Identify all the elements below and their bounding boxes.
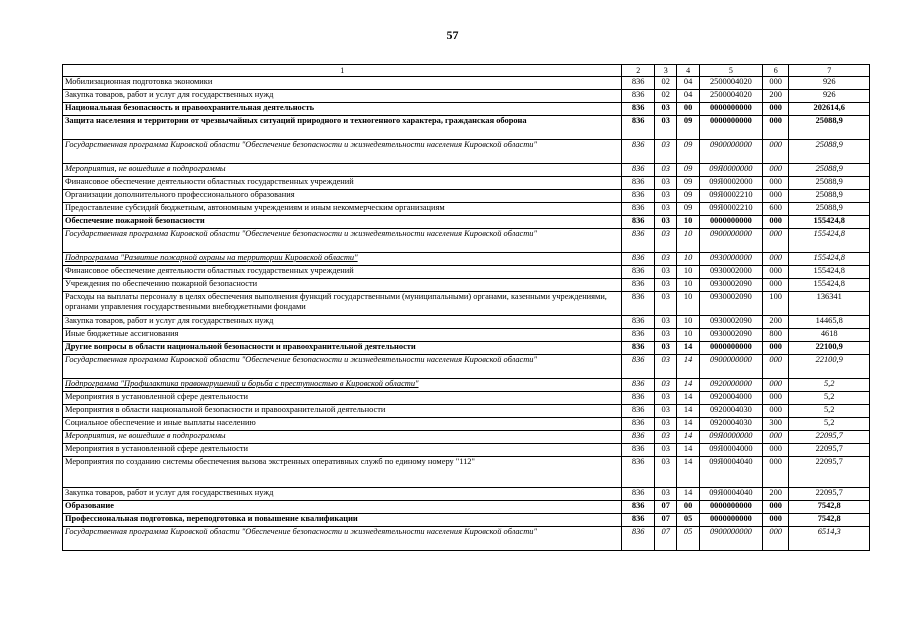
ved-code-cell: 836 (622, 279, 655, 292)
table-row (63, 77, 870, 90)
ved-code-cell: 836 (622, 177, 655, 190)
amount-cell: 4618 (789, 329, 870, 342)
amount-cell: 14465,8 (789, 316, 870, 329)
section-cell: 03 (654, 405, 676, 418)
table-row (63, 316, 870, 329)
ved-code-cell: 836 (622, 457, 655, 488)
subsection-cell: 14 (677, 488, 699, 501)
subsection-cell: 14 (677, 405, 699, 418)
target-article-cell: 09Я0002210 (699, 190, 762, 203)
amount-cell: 22095,7 (789, 457, 870, 488)
row-name-cell: Финансовое обеспечение деятельности областных государственных учреждений (63, 266, 622, 279)
subsection-cell: 14 (677, 355, 699, 379)
table-row (63, 164, 870, 177)
row-name-cell: Предоставление субсидий бюджетным, автономным учреждениям и иным некоммерческим организациям (63, 203, 622, 216)
target-article-cell: 09Я0002210 (699, 203, 762, 216)
amount-cell: 25088,9 (789, 116, 870, 140)
section-cell: 02 (654, 90, 676, 103)
table-row (63, 292, 870, 316)
expense-type-cell: 000 (762, 229, 788, 253)
section-cell: 07 (654, 514, 676, 527)
expense-type-cell: 000 (762, 457, 788, 488)
amount-cell: 25088,9 (789, 140, 870, 164)
expense-type-cell: 000 (762, 514, 788, 527)
amount-cell: 155424,8 (789, 216, 870, 229)
target-article-cell: 0000000000 (699, 501, 762, 514)
section-cell: 03 (654, 266, 676, 279)
row-name-cell: Образование (63, 501, 622, 514)
section-cell: 03 (654, 177, 676, 190)
subsection-cell: 09 (677, 190, 699, 203)
section-cell: 03 (654, 229, 676, 253)
table-row (63, 216, 870, 229)
ved-code-cell: 836 (622, 444, 655, 457)
target-article-cell: 2500004020 (699, 90, 762, 103)
expense-type-cell: 000 (762, 190, 788, 203)
ved-code-cell: 836 (622, 488, 655, 501)
expense-type-cell: 000 (762, 379, 788, 392)
row-name-cell: Мероприятия, не вошедшие в подпрограммы (63, 164, 622, 177)
amount-cell: 5,2 (789, 418, 870, 431)
section-cell: 03 (654, 342, 676, 355)
row-name-cell: Государственная программа Кировской области "Обеспечение безопасности и жизнедеятельности населения Кировской области" (63, 229, 622, 253)
subsection-cell: 14 (677, 444, 699, 457)
row-name-cell: Мероприятия в установленной сфере деятельности (63, 444, 622, 457)
subsection-cell: 14 (677, 418, 699, 431)
expense-type-cell: 200 (762, 488, 788, 501)
target-article-cell: 0920004000 (699, 392, 762, 405)
row-name-cell: Мероприятия по созданию системы обеспечения вызова экстренных оперативных служб по единому номеру "112" (63, 457, 622, 488)
subsection-cell: 14 (677, 392, 699, 405)
target-article-cell: 0000000000 (699, 342, 762, 355)
table-row (63, 392, 870, 405)
ved-code-cell: 836 (622, 103, 655, 116)
subsection-cell: 10 (677, 329, 699, 342)
table-row (63, 190, 870, 203)
target-article-cell: 09Я0004040 (699, 488, 762, 501)
section-cell: 03 (654, 253, 676, 266)
section-cell: 03 (654, 164, 676, 177)
expense-type-cell: 000 (762, 355, 788, 379)
subsection-cell: 10 (677, 279, 699, 292)
target-article-cell: 09Я0004040 (699, 457, 762, 488)
ved-code-cell: 836 (622, 266, 655, 279)
ved-code-cell: 836 (622, 329, 655, 342)
ved-code-cell: 836 (622, 527, 655, 551)
budget-table (62, 64, 870, 551)
table-row (63, 405, 870, 418)
table-row (63, 342, 870, 355)
subsection-cell: 05 (677, 527, 699, 551)
subsection-cell: 10 (677, 253, 699, 266)
row-name-cell: Мероприятия в области национальной безопасности и правоохранительной деятельности (63, 405, 622, 418)
ved-code-cell: 836 (622, 229, 655, 253)
target-article-cell: 0930000000 (699, 253, 762, 266)
ved-code-cell: 836 (622, 203, 655, 216)
subsection-cell: 10 (677, 292, 699, 316)
header-cell: 3 (654, 65, 676, 77)
row-name-cell: Мобилизационная подготовка экономики (63, 77, 622, 90)
ved-code-cell: 836 (622, 392, 655, 405)
ved-code-cell: 836 (622, 216, 655, 229)
amount-cell: 22095,7 (789, 488, 870, 501)
amount-cell: 25088,9 (789, 164, 870, 177)
table-row (63, 527, 870, 551)
target-article-cell: 0920004030 (699, 405, 762, 418)
amount-cell: 22100,9 (789, 355, 870, 379)
target-article-cell: 0920000000 (699, 379, 762, 392)
amount-cell: 926 (789, 77, 870, 90)
ved-code-cell: 836 (622, 292, 655, 316)
subsection-cell: 14 (677, 457, 699, 488)
amount-cell: 155424,8 (789, 253, 870, 266)
section-cell: 03 (654, 316, 676, 329)
subsection-cell: 10 (677, 229, 699, 253)
table-row (63, 177, 870, 190)
amount-cell: 136341 (789, 292, 870, 316)
expense-type-cell: 000 (762, 216, 788, 229)
expense-type-cell: 000 (762, 501, 788, 514)
ved-code-cell: 836 (622, 190, 655, 203)
subsection-cell: 09 (677, 203, 699, 216)
section-cell: 03 (654, 488, 676, 501)
subsection-cell: 10 (677, 266, 699, 279)
row-name-cell: Мероприятия в установленной сфере деятельности (63, 392, 622, 405)
target-article-cell: 0930002090 (699, 329, 762, 342)
amount-cell: 22095,7 (789, 431, 870, 444)
table-row (63, 103, 870, 116)
ved-code-cell: 836 (622, 342, 655, 355)
ved-code-cell: 836 (622, 90, 655, 103)
target-article-cell: 2500004020 (699, 77, 762, 90)
amount-cell: 5,2 (789, 379, 870, 392)
table-row (63, 266, 870, 279)
row-name-cell: Финансовое обеспечение деятельности областных государственных учреждений (63, 177, 622, 190)
row-name-cell: Государственная программа Кировской области "Обеспечение безопасности и жизнедеятельности населения Кировской области" (63, 140, 622, 164)
amount-cell: 155424,8 (789, 279, 870, 292)
table-row (63, 355, 870, 379)
row-name-cell: Другие вопросы в области национальной безопасности и правоохранительной деятельности (63, 342, 622, 355)
target-article-cell: 0000000000 (699, 116, 762, 140)
subsection-cell: 05 (677, 514, 699, 527)
table-row (63, 514, 870, 527)
expense-type-cell: 200 (762, 90, 788, 103)
header-cell: 4 (677, 65, 699, 77)
target-article-cell: 09Я0002000 (699, 177, 762, 190)
subsection-cell: 04 (677, 90, 699, 103)
expense-type-cell: 000 (762, 103, 788, 116)
target-article-cell: 0900000000 (699, 229, 762, 253)
expense-type-cell: 100 (762, 292, 788, 316)
target-article-cell: 0900000000 (699, 527, 762, 551)
header-cell: 2 (622, 65, 655, 77)
table-row (63, 329, 870, 342)
ved-code-cell: 836 (622, 140, 655, 164)
target-article-cell: 0900000000 (699, 355, 762, 379)
row-name-cell: Подпрограмма "Развитие пожарной охраны на территории Кировской области" (63, 253, 622, 266)
row-name-cell: Организации дополнительного профессионального образования (63, 190, 622, 203)
target-article-cell: 0000000000 (699, 103, 762, 116)
section-cell: 03 (654, 279, 676, 292)
expense-type-cell: 000 (762, 116, 788, 140)
section-cell: 07 (654, 501, 676, 514)
section-cell: 03 (654, 431, 676, 444)
expense-type-cell: 000 (762, 444, 788, 457)
section-cell: 03 (654, 116, 676, 140)
subsection-cell: 09 (677, 164, 699, 177)
expense-type-cell: 000 (762, 392, 788, 405)
amount-cell: 155424,8 (789, 266, 870, 279)
target-article-cell: 0930002000 (699, 266, 762, 279)
row-name-cell: Мероприятия, не вошедшие в подпрограммы (63, 431, 622, 444)
target-article-cell: 0930002090 (699, 316, 762, 329)
ved-code-cell: 836 (622, 316, 655, 329)
subsection-cell: 10 (677, 216, 699, 229)
table-row (63, 431, 870, 444)
ved-code-cell: 836 (622, 405, 655, 418)
section-cell: 03 (654, 329, 676, 342)
expense-type-cell: 000 (762, 431, 788, 444)
section-cell: 03 (654, 140, 676, 164)
row-name-cell: Расходы на выплаты персоналу в целях обеспечения выполнения функций государственными (муниципальными) органами, казенными учреждениями, органами управления государственными внебюджетными фондами (63, 292, 622, 316)
ved-code-cell: 836 (622, 431, 655, 444)
table-row (63, 203, 870, 216)
ved-code-cell: 836 (622, 418, 655, 431)
table-row (63, 253, 870, 266)
target-article-cell: 09Я0004000 (699, 444, 762, 457)
expense-type-cell: 000 (762, 279, 788, 292)
subsection-cell: 04 (677, 77, 699, 90)
target-article-cell: 09Я0000000 (699, 164, 762, 177)
header-cell: 6 (762, 65, 788, 77)
amount-cell: 5,2 (789, 392, 870, 405)
header-cell: 5 (699, 65, 762, 77)
row-name-cell: Закупка товаров, работ и услуг для государственных нужд (63, 316, 622, 329)
section-cell: 02 (654, 77, 676, 90)
row-name-cell: Государственная программа Кировской области "Обеспечение безопасности и жизнедеятельности населения Кировской области" (63, 355, 622, 379)
row-name-cell: Профессиональная подготовка, переподготовка и повышение квалификации (63, 514, 622, 527)
subsection-cell: 09 (677, 177, 699, 190)
expense-type-cell: 000 (762, 77, 788, 90)
amount-cell: 926 (789, 90, 870, 103)
table-row (63, 379, 870, 392)
amount-cell: 22100,9 (789, 342, 870, 355)
expense-type-cell: 200 (762, 316, 788, 329)
target-article-cell: 0900000000 (699, 140, 762, 164)
section-cell: 03 (654, 355, 676, 379)
subsection-cell: 10 (677, 316, 699, 329)
section-cell: 03 (654, 392, 676, 405)
section-cell: 03 (654, 379, 676, 392)
ved-code-cell: 836 (622, 355, 655, 379)
section-cell: 03 (654, 292, 676, 316)
target-article-cell: 0930002090 (699, 279, 762, 292)
row-name-cell: Обеспечение пожарной безопасности (63, 216, 622, 229)
target-article-cell: 0920004030 (699, 418, 762, 431)
ved-code-cell: 836 (622, 253, 655, 266)
amount-cell: 5,2 (789, 405, 870, 418)
subsection-cell: 14 (677, 342, 699, 355)
ved-code-cell: 836 (622, 164, 655, 177)
amount-cell: 7542,8 (789, 501, 870, 514)
section-cell: 03 (654, 103, 676, 116)
table-row (63, 140, 870, 164)
subsection-cell: 00 (677, 103, 699, 116)
expense-type-cell: 000 (762, 405, 788, 418)
amount-cell: 25088,9 (789, 177, 870, 190)
subsection-cell: 09 (677, 116, 699, 140)
table-row (63, 457, 870, 488)
row-name-cell: Закупка товаров, работ и услуг для государственных нужд (63, 90, 622, 103)
section-cell: 03 (654, 444, 676, 457)
expense-type-cell: 000 (762, 253, 788, 266)
page-number: 57 (446, 28, 459, 42)
table-row (63, 488, 870, 501)
amount-cell: 6514,3 (789, 527, 870, 551)
expense-type-cell: 300 (762, 418, 788, 431)
amount-cell: 25088,9 (789, 190, 870, 203)
table-row (63, 116, 870, 140)
section-cell: 07 (654, 527, 676, 551)
table-row (63, 229, 870, 253)
section-cell: 03 (654, 216, 676, 229)
header-cell: 7 (789, 65, 870, 77)
target-article-cell: 0000000000 (699, 514, 762, 527)
row-name-cell: Подпрограмма "Профилактика правонарушений и борьба с преступностью в Кировской области" (63, 379, 622, 392)
subsection-cell: 00 (677, 501, 699, 514)
target-article-cell: 0000000000 (699, 216, 762, 229)
amount-cell: 22095,7 (789, 444, 870, 457)
amount-cell: 25088,9 (789, 203, 870, 216)
subsection-cell: 14 (677, 379, 699, 392)
row-name-cell: Национальная безопасность и правоохранительная деятельность (63, 103, 622, 116)
amount-cell: 7542,8 (789, 514, 870, 527)
ved-code-cell: 836 (622, 379, 655, 392)
expense-type-cell: 000 (762, 266, 788, 279)
header-cell: 1 (63, 65, 622, 77)
target-article-cell: 09Я0000000 (699, 431, 762, 444)
table-row (63, 279, 870, 292)
table-body (63, 77, 870, 551)
table-row (63, 418, 870, 431)
ved-code-cell: 836 (622, 514, 655, 527)
table-row (63, 501, 870, 514)
ved-code-cell: 836 (622, 116, 655, 140)
subsection-cell: 14 (677, 431, 699, 444)
row-name-cell: Защита населения и территории от чрезвычайных ситуаций природного и техногенного характера, гражданская оборона (63, 116, 622, 140)
table-row (63, 90, 870, 103)
subsection-cell: 09 (677, 140, 699, 164)
row-name-cell: Учреждения по обеспечению пожарной безопасности (63, 279, 622, 292)
header-row (63, 65, 870, 77)
expense-type-cell: 600 (762, 203, 788, 216)
expense-type-cell: 000 (762, 342, 788, 355)
expense-type-cell: 000 (762, 177, 788, 190)
section-cell: 03 (654, 418, 676, 431)
row-name-cell: Иные бюджетные ассигнования (63, 329, 622, 342)
row-name-cell: Закупка товаров, работ и услуг для государственных нужд (63, 488, 622, 501)
section-cell: 03 (654, 203, 676, 216)
expense-type-cell: 000 (762, 527, 788, 551)
expense-type-cell: 000 (762, 140, 788, 164)
ved-code-cell: 836 (622, 501, 655, 514)
section-cell: 03 (654, 457, 676, 488)
table-row (63, 444, 870, 457)
row-name-cell: Государственная программа Кировской области "Обеспечение безопасности и жизнедеятельности населения Кировской области" (63, 527, 622, 551)
amount-cell: 155424,8 (789, 229, 870, 253)
section-cell: 03 (654, 190, 676, 203)
expense-type-cell: 000 (762, 164, 788, 177)
row-name-cell: Социальное обеспечение и иные выплаты населению (63, 418, 622, 431)
expense-type-cell: 800 (762, 329, 788, 342)
ved-code-cell: 836 (622, 77, 655, 90)
amount-cell: 202614,6 (789, 103, 870, 116)
target-article-cell: 0930002090 (699, 292, 762, 316)
